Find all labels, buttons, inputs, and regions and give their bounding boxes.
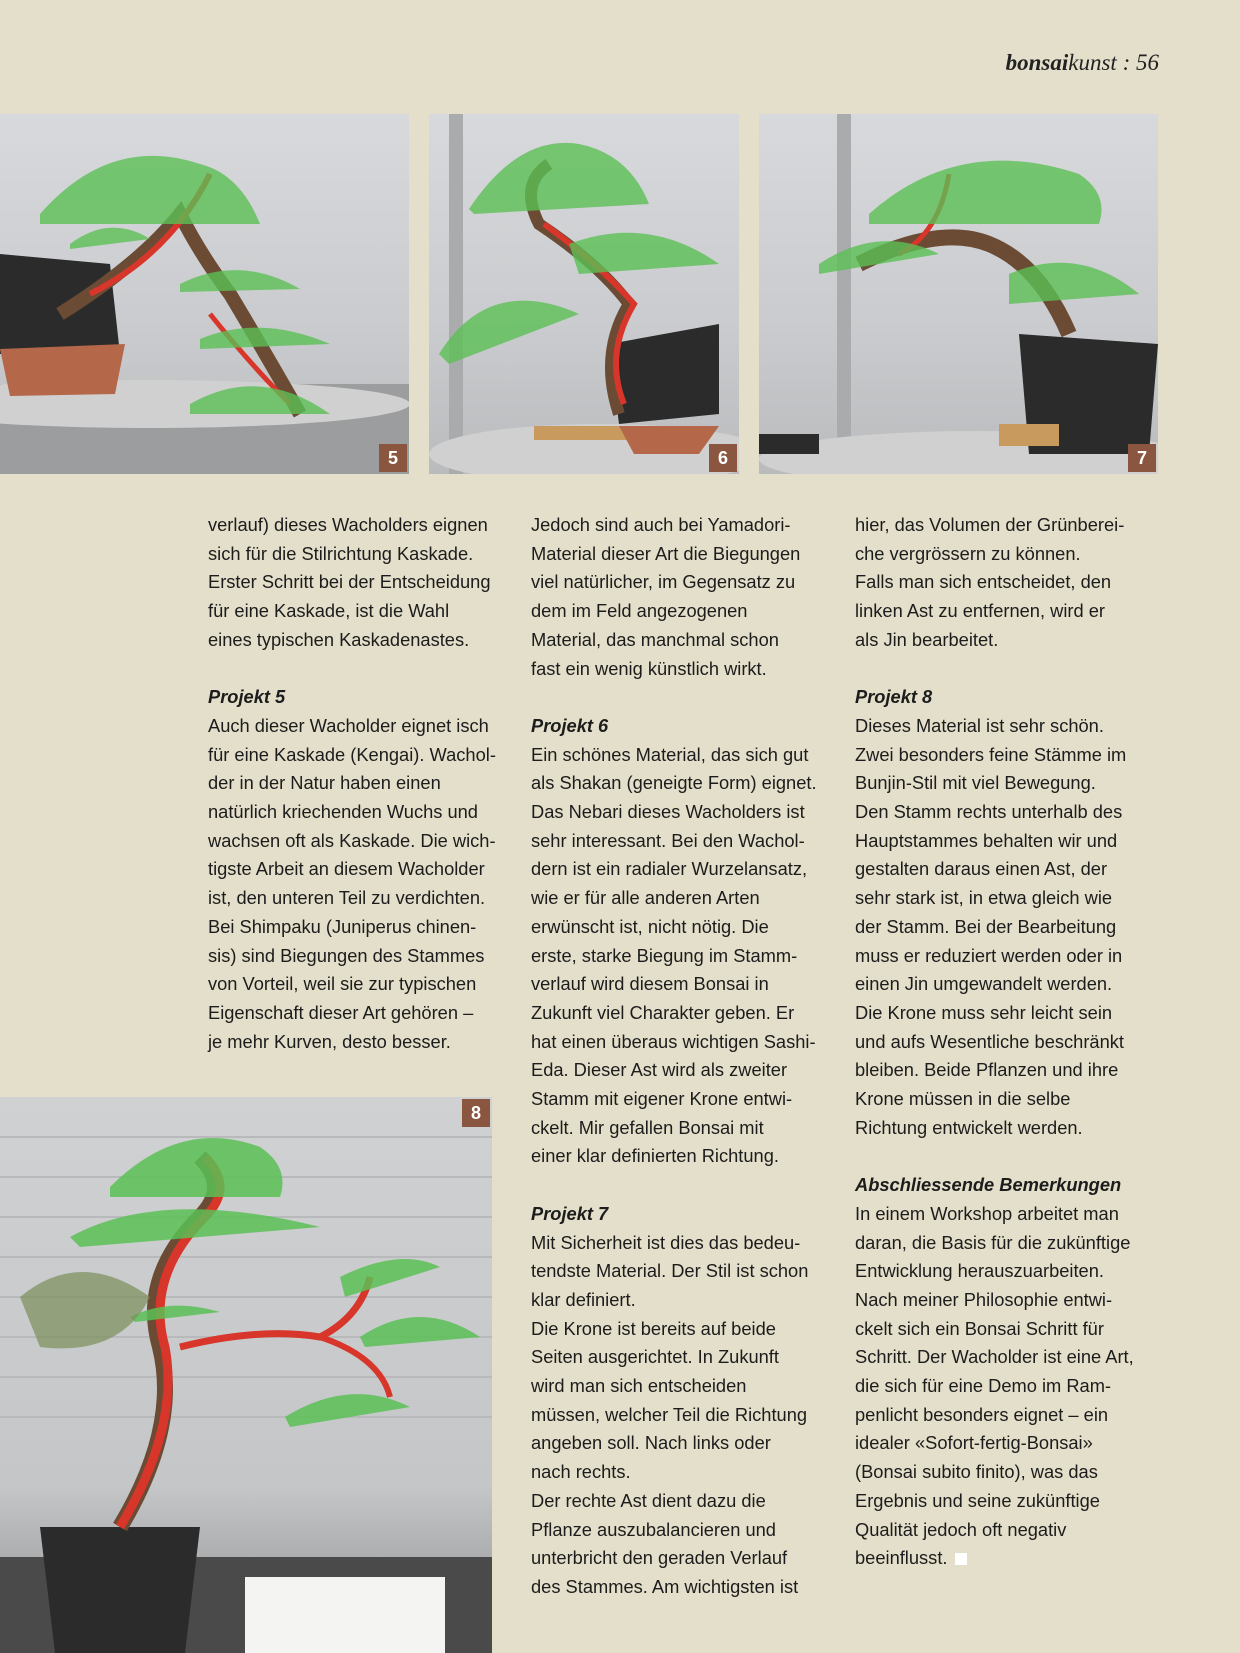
photo-project-7 [759, 114, 1158, 474]
paragraph-projekt-8: Dieses Material ist sehr schön. Zwei besonders feine Stämme im Bunjin-Stil mit viel Bewegung. Den Stamm rechts unterhalb des Hauptstammes behalten wir und gestalten daraus einen Ast, der sehr stark ist, in etwa gleich wie der Stamm. Bei der Bearbeitung muss er reduziert werden oder in einen Jin umgewandelt werden. Die Krone muss sehr leicht sein und aufs Wesentliche beschränkt bleiben. Beide Pflanzen und ihre Krone müssen in die selbe Richtung entwickelt werden. [855, 714, 1127, 1138]
paragraph-projekt-5: Auch dieser Wacholder eignet isch für eine Kaskade (Kengai). Wachol- der in der Natur haben einen natürlich kriechenden Wuchs und wachsen oft als Kaskade. Die wich- tigste Arbeit an diesem Wacholder ist, den unteren Teil zu verdichten. Bei Shimpaku (Juniperus chinen- sis) sind Biegungen des Stammes von Vorteil, weil sie zur typischen Eigenschaft dieser Art gehören – je mehr Kurven, desto besser. [208, 714, 496, 1052]
paragraph-projekt-7: Mit Sicherheit ist dies das bedeu- tendste Material. Der Stil ist schon klar definiert. Die Krone ist bereits auf beide Seiten ausgerichtet. In Zukunft wird man sich entscheiden müssen, welcher Teil die Richtung angeben soll. Nach links oder nach rechts. Der rechte Ast dient dazu die Pflanze auszubalancieren und unterbricht den geraden Verlauf des Stammes. Am wichtigsten ist [531, 1231, 809, 1597]
paragraph-projekt-6: Ein schönes Material, das sich gut als Shakan (geneigte Form) eignet. Das Nebari dieses Wacholders ist sehr interessant. Bei den Wachol- dern ist ein radialer Wurzelansatz, wie er für alle anderen Arten erwünscht ist, nicht nötig. Die erste, starke Biegung im Stamm- verlauf wird diesem Bonsai in Zukunft viel Charakter geben. Er hat einen überaus wichtigen Sashi- Eda. Dieser Ast wird als zweiter Stamm mit eigener Krone entwi- ckelt. Mir gefallen Bonsai mit einer klar definierten Richtung. [531, 743, 817, 1167]
text-column-3 [855, 511, 1160, 1573]
end-of-article-mark [955, 1553, 967, 1565]
paragraph-intro: hier, das Volumen der Grünberei- che vergrössern zu können. Falls man sich entscheidet, den linken Ast zu entfernen, wird er als Jin bearbeitet. [855, 514, 1125, 650]
heading-conclusion: Abschliessende Bemerkungen [855, 1174, 1122, 1196]
header-separator: : [1116, 50, 1136, 75]
photo-project-6 [429, 114, 739, 474]
photo-number-badge: 5 [379, 444, 407, 472]
magazine-name-bold: bonsai [1005, 50, 1069, 75]
magazine-name-rest: kunst [1068, 50, 1117, 75]
paragraph-intro: Jedoch sind auch bei Yamadori- Material dieser Art die Biegungen viel natürlicher, im Gegensatz zu dem im Feld angezogenen Material, das manchmal schon fast ein wenig künstlich wirkt. [531, 514, 801, 679]
paragraph-conclusion [855, 1200, 1160, 1573]
photo-project-8 [0, 1097, 492, 1653]
photo-project-5 [0, 114, 409, 474]
bonsai-illustration [759, 114, 1158, 474]
heading-projekt-5: Projekt 5 [208, 686, 286, 708]
conclusion-text: In einem Workshop arbeitet man daran, die Basis für die zukünftige Entwicklung herauszuarbeiten. Nach meiner Philosophie entwi- ckelt sich ein Bonsai Schritt für Schritt. Der Wacholder ist eine Art, die sich für eine Demo im Ram- penlicht besonders eignet – ein idealer «Sofort-fertig-Bonsai» (Bonsai subito finito), was das Ergebnis und seine zukünftige Qualität jedoch oft negativ beeinflusst. [855, 1202, 1134, 1569]
photo-number-badge: 8 [462, 1099, 490, 1127]
text-column-1 [208, 511, 513, 1056]
heading-projekt-6: Projekt 6 [531, 714, 609, 736]
photo-number-badge: 7 [1128, 444, 1156, 472]
page-number: 56 [1136, 50, 1159, 75]
heading-projekt-8: Projekt 8 [855, 686, 933, 708]
bonsai-illustration [429, 114, 739, 474]
running-header [1006, 50, 1159, 76]
heading-projekt-7: Projekt 7 [531, 1202, 609, 1224]
paragraph-intro: verlauf) dieses Wacholders eignen sich für die Stilrichtung Kaskade. Erster Schritt bei der Entscheidung für eine Kaskade, ist die Wahl eines typischen Kaskadenastes. [208, 514, 491, 650]
text-column-2 [531, 511, 836, 1602]
bonsai-illustration [0, 114, 409, 474]
bonsai-illustration [0, 1097, 492, 1653]
photo-number-badge: 6 [709, 444, 737, 472]
